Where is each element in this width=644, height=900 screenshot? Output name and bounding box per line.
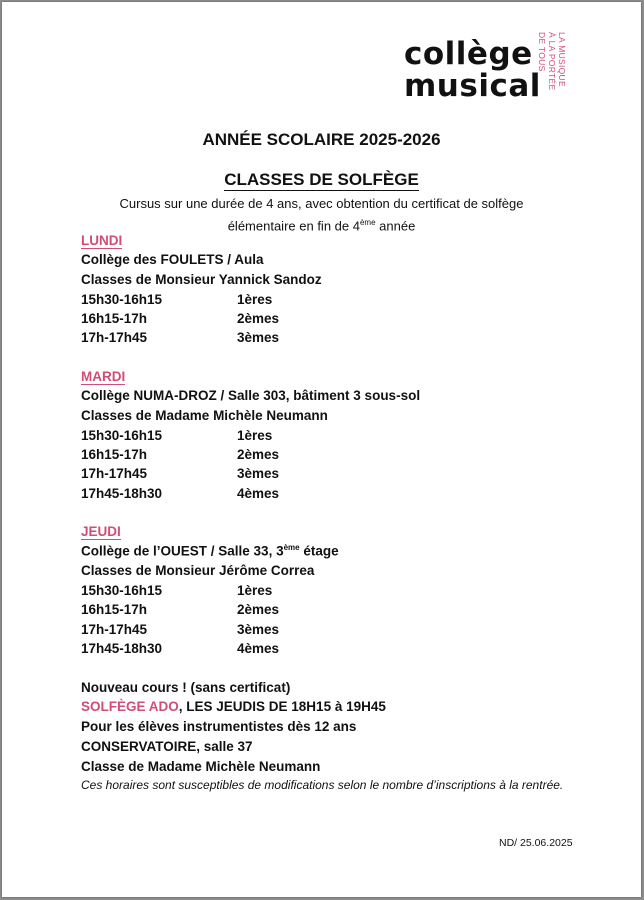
- teacher-jeudi: Classes de Monsieur Jérôme Correa: [81, 563, 315, 578]
- logo-word-college: collège: [404, 36, 533, 72]
- slot-time: 16h15-17h: [81, 602, 148, 617]
- teacher-mardi: Classes de Madame Michèle Neumann: [81, 408, 328, 423]
- slot-time: 15h30-16h15: [81, 428, 163, 443]
- logo-word-musical: musical: [404, 68, 541, 104]
- location-mardi: Collège NUMA-DROZ / Salle 303, bâtiment 3 sous-sol: [81, 388, 421, 403]
- slot-time: 15h30-16h15: [81, 292, 163, 307]
- ado-location: CONSERVATOIRE, salle 37: [81, 739, 253, 754]
- slot-grade: 3èmes: [237, 622, 280, 637]
- ado-course-schedule: , LES JEUDIS DE 18H15 à 19H45: [178, 699, 386, 714]
- logo-tagline-line: LA MUSIQUE: [557, 32, 567, 87]
- slot-time: 16h15-17h: [81, 311, 148, 326]
- classes-title-text: CLASSES DE SOLFÈGE: [224, 170, 419, 189]
- slot-grade: 1ères: [237, 428, 273, 443]
- slot-time: 17h-17h45: [81, 622, 148, 637]
- logo-tagline-line: DE TOUS: [537, 32, 547, 72]
- intro-line-1: Cursus sur une durée de 4 ans, avec obtention du certificat de solfège: [119, 196, 524, 211]
- slot-grade: 3èmes: [237, 466, 280, 481]
- document-reference: ND/ 25.06.2025: [499, 837, 573, 849]
- school-year-heading: ANNÉE SCOLAIRE 2025-2026: [202, 130, 441, 149]
- slot-grade: 4èmes: [237, 486, 280, 501]
- college-musical-logo: [404, 32, 574, 104]
- slot-grade: 4èmes: [237, 641, 280, 656]
- slot-time: 17h-17h45: [81, 330, 148, 345]
- slot-grade: 2èmes: [237, 311, 280, 326]
- slot-time: 17h45-18h30: [81, 641, 163, 656]
- slot-grade: 2èmes: [237, 447, 280, 462]
- schedule-change-note: Ces horaires sont susceptibles de modifications selon le nombre d’inscriptions à la rentrée.: [81, 778, 564, 792]
- slot-time: 16h15-17h: [81, 447, 148, 462]
- slot-grade: 1ères: [237, 583, 273, 598]
- day-heading-mardi: MARDI: [81, 369, 126, 384]
- logo-tagline-line: À LA PORTÉE: [547, 32, 557, 91]
- teacher-lundi: Classes de Monsieur Yannick Sandoz: [81, 272, 322, 287]
- intro-line-2: élémentaire en fin de 4ème année: [227, 218, 416, 234]
- slot-time: 17h-17h45: [81, 466, 148, 481]
- day-heading-lundi: LUNDI: [81, 233, 123, 248]
- slot-grade: 2èmes: [237, 602, 280, 617]
- ado-course-name: SOLFÈGE ADO: [81, 699, 179, 714]
- new-course-label: Nouveau cours ! (sans certificat): [81, 680, 291, 695]
- ado-course-line: [81, 699, 386, 714]
- slot-grade: 3èmes: [237, 330, 280, 345]
- slot-grade: 1ères: [237, 292, 273, 307]
- location-jeudi: Collège de l’OUEST / Salle 33, 3ème étage: [81, 543, 339, 559]
- ado-audience: Pour les élèves instrumentistes dès 12 ans: [81, 719, 357, 734]
- ado-teacher: Classe de Madame Michèle Neumann: [81, 759, 321, 774]
- slot-time: 15h30-16h15: [81, 583, 163, 598]
- logo-tagline: [537, 32, 567, 104]
- course-intro: [2, 194, 641, 235]
- day-heading-jeudi: JEUDI: [81, 524, 121, 539]
- classes-title: [2, 170, 641, 190]
- slot-time: 17h45-18h30: [81, 486, 163, 501]
- document-page: [2, 2, 641, 897]
- location-lundi: Collège des FOULETS / Aula: [81, 252, 264, 267]
